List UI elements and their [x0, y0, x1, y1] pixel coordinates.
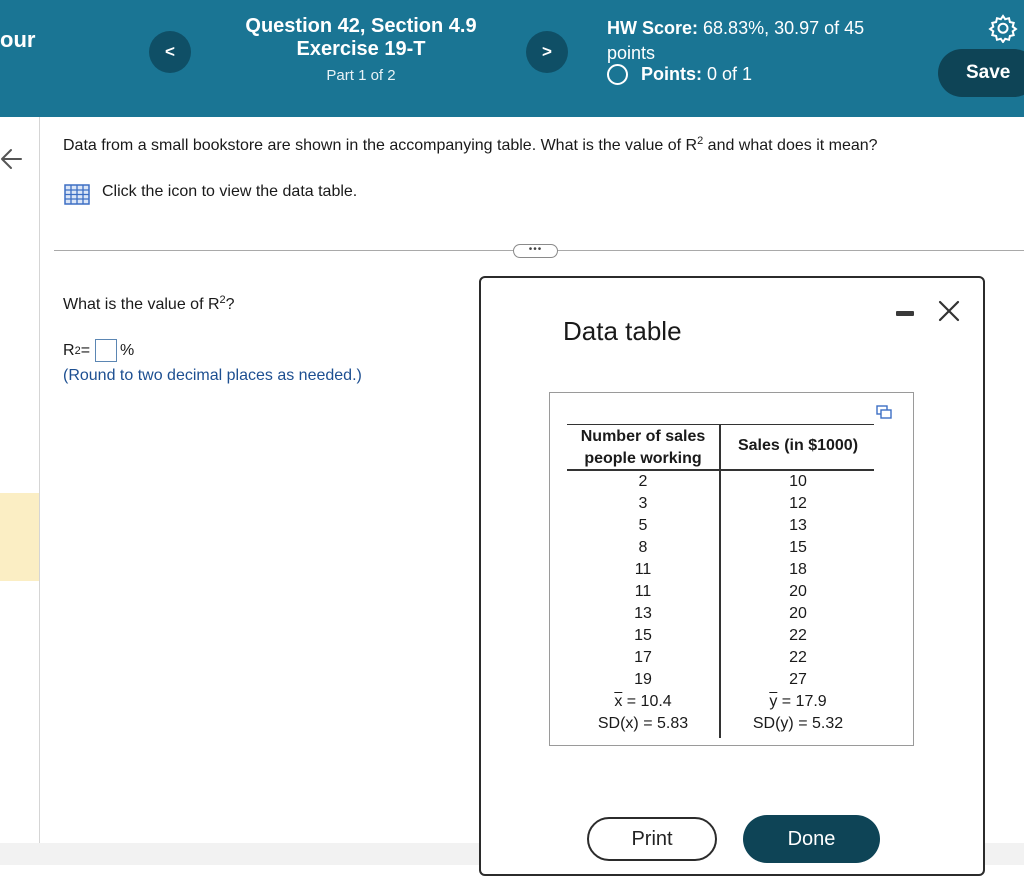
previous-question-button[interactable] — [149, 31, 191, 73]
y-bar-symbol: $\overline{y}$ — [769, 693, 778, 710]
dialog-title: Data table — [563, 316, 682, 346]
view-data-table-link[interactable]: Click the icon to view the data table. — [102, 183, 358, 200]
points-label: Points: — [641, 64, 702, 84]
question-text-start: Data from a small bookstore are shown in the accompanying table. What is the value of R — [63, 137, 698, 154]
chevron-right-icon: > — [542, 42, 552, 61]
table-cell: 20 — [789, 583, 807, 600]
copy-icon[interactable] — [876, 405, 892, 419]
rounding-hint: (Round to two decimal places as needed.) — [63, 367, 362, 384]
table-cell: 2 — [638, 473, 648, 490]
table-cell: 11 — [634, 561, 652, 578]
table-header-salespeople: Number of sales people working — [580, 428, 706, 467]
table-cell: 5 — [638, 517, 648, 534]
sub-question — [63, 296, 235, 314]
table-cell: 13 — [789, 517, 807, 534]
back-arrow-icon[interactable] — [0, 146, 24, 172]
top-header — [0, 0, 1024, 117]
next-question-button[interactable] — [526, 31, 568, 73]
table-top-rule — [567, 424, 874, 425]
question-sup: 2 — [697, 135, 704, 147]
table-cell: 22 — [789, 627, 807, 644]
done-button[interactable]: Done — [743, 815, 880, 863]
table-cell: 8 — [638, 539, 648, 556]
points-status — [607, 64, 752, 85]
table-cell: 3 — [638, 495, 648, 512]
x-bar-symbol: $\overline{x}$ — [614, 693, 623, 710]
question-title — [205, 15, 517, 61]
header-left-text: our — [0, 27, 36, 52]
y-mean — [722, 691, 874, 713]
left-panel-highlight — [0, 493, 39, 581]
table-column-rule — [719, 424, 721, 738]
points-value: 0 of 1 — [707, 64, 753, 84]
hw-score-label: HW Score: — [607, 18, 699, 38]
table-grid-icon[interactable] — [64, 184, 90, 205]
question-number: Question 42, Section 4.9 — [245, 15, 477, 37]
sd-x: SD(x) = 5.83 — [597, 715, 689, 732]
gear-icon[interactable] — [988, 13, 1018, 43]
answer-percent-sign: % — [120, 341, 135, 359]
exercise-name: Exercise 19-T — [296, 38, 426, 60]
close-icon[interactable] — [936, 298, 962, 324]
hw-score-value: 68.83%, 30.97 of 45 points — [607, 18, 865, 63]
table-cell: 27 — [789, 671, 807, 688]
more-options-button[interactable]: ••• — [513, 244, 558, 258]
table-cell: 22 — [789, 649, 807, 666]
y-mean-value: = 17.9 — [777, 693, 827, 710]
answer-line: R 2 = % — [63, 339, 134, 362]
table-cell: 20 — [789, 605, 807, 622]
sd-y: SD(y) = 5.32 — [752, 715, 844, 732]
chevron-left-icon: < — [165, 42, 175, 61]
sub-question-sup: 2 — [219, 294, 226, 306]
r2-answer-input[interactable] — [95, 339, 117, 362]
sub-question-start: What is the value of R — [63, 296, 220, 313]
question-text — [63, 137, 878, 155]
salespeople-column — [567, 471, 719, 735]
x-mean-value: = 10.4 — [622, 693, 672, 710]
hw-score — [607, 16, 917, 66]
sales-column — [722, 471, 874, 735]
table-cell: 17 — [634, 649, 652, 666]
radio-circle-icon — [607, 64, 628, 85]
table-header-sales: Sales (in $1000) — [737, 437, 859, 454]
table-cell: 15 — [789, 539, 807, 556]
question-part: Part 1 of 2 — [326, 67, 396, 84]
table-cell: 19 — [634, 671, 652, 688]
table-cell: 12 — [789, 495, 807, 512]
save-button[interactable]: Save — [938, 49, 1024, 97]
answer-equals: = — [80, 341, 91, 359]
table-cell: 15 — [634, 627, 652, 644]
table-cell: 11 — [634, 583, 652, 600]
table-cell: 10 — [789, 473, 807, 490]
question-text-end: and what does it mean? — [703, 137, 878, 154]
x-mean — [567, 691, 719, 713]
minimize-icon[interactable] — [896, 311, 914, 316]
table-cell: 13 — [634, 605, 652, 622]
answer-prefix: R — [63, 341, 75, 359]
table-cell: 18 — [789, 561, 807, 578]
print-button[interactable]: Print — [587, 817, 717, 861]
sub-question-end: ? — [225, 296, 235, 313]
left-panel-divider — [39, 117, 40, 843]
